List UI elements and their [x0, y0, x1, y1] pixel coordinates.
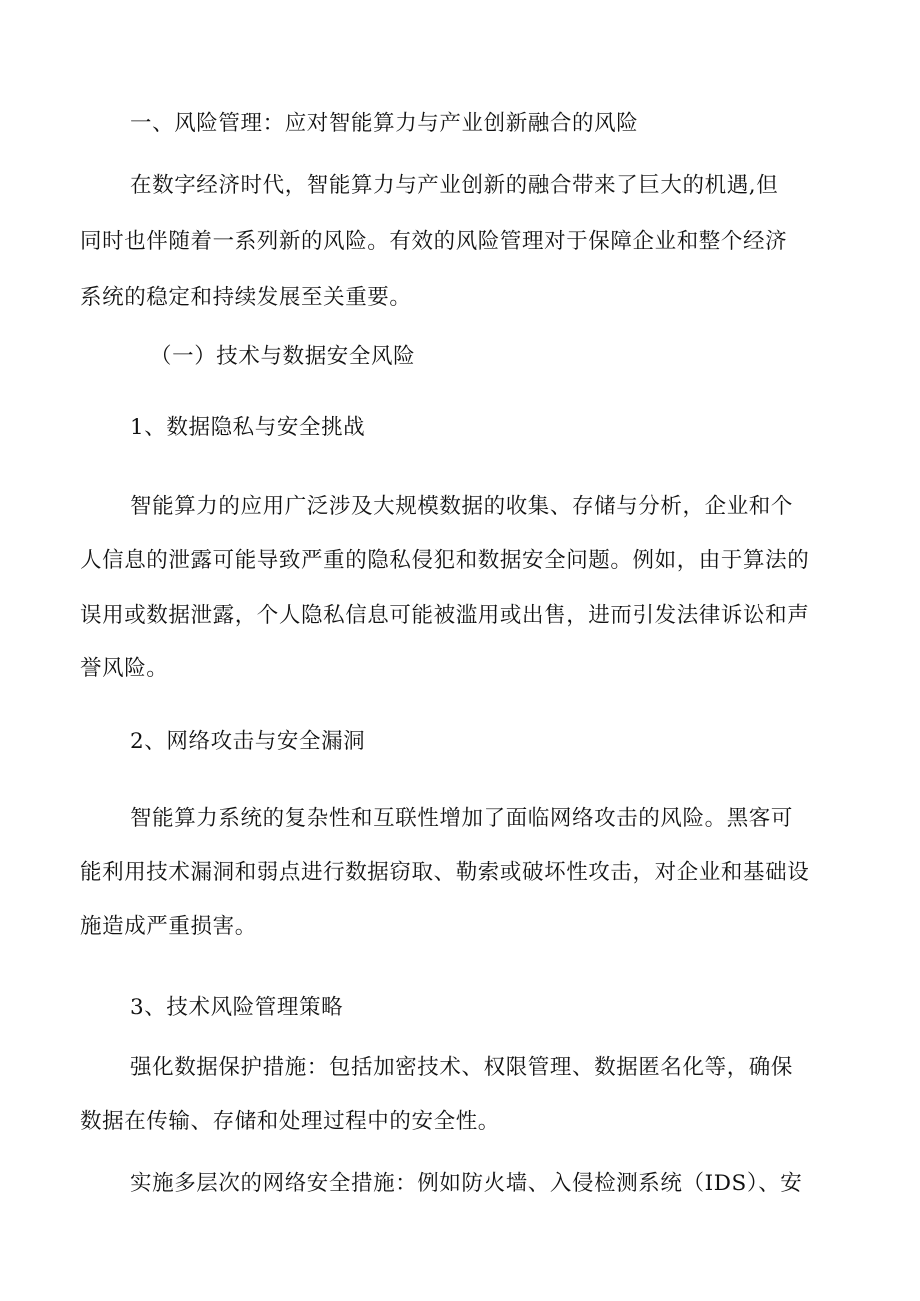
item3-para1-line: 强化数据保护措施：包括加密技术、权限管理、数据匿名化等，确保: [130, 1055, 794, 1080]
item3-para1-line: 数据在传输、存储和处理过程中的安全性。: [80, 1109, 500, 1134]
item2-line: 能利用技术漏洞和弱点进行数据窃取、勒索或破坏性攻击，对企业和基础设: [80, 860, 810, 885]
item1-line: 人信息的泄露可能导致严重的隐私侵犯和数据安全问题。例如，由于算法的: [80, 548, 810, 573]
item2-heading: 2、网络攻击与安全漏洞: [130, 729, 366, 754]
item3-para2-line: 实施多层次的网络安全措施：例如防火墙、入侵检测系统（IDS）、安: [130, 1171, 803, 1196]
item3-heading: 3、技术风险管理策略: [130, 995, 344, 1020]
item1-line: 智能算力的应用广泛涉及大规模数据的收集、存储与分析，企业和个: [130, 494, 794, 519]
intro-line: 同时也伴随着一系列新的风险。有效的风险管理对于保障企业和整个经济: [80, 229, 788, 254]
intro-line: 在数字经济时代，智能算力与产业创新的融合带来了巨大的机遇,但: [130, 173, 779, 198]
item1-line: 误用或数据泄露，个人隐私信息可能被滥用或出售，进而引发法律诉讼和声: [80, 603, 810, 628]
item2-line: 智能算力系统的复杂性和互联性增加了面临网络攻击的风险。黑客可: [130, 806, 794, 831]
item1-heading: 1、数据隐私与安全挑战: [130, 415, 366, 440]
item2-line: 施造成严重损害。: [80, 914, 257, 939]
subsection-heading: （一）技术与数据安全风险: [150, 344, 416, 369]
item1-line: 誉风险。: [80, 656, 169, 681]
intro-line: 系统的稳定和持续发展至关重要。: [80, 285, 412, 310]
section-heading: 一、风险管理：应对智能算力与产业创新融合的风险: [130, 111, 639, 136]
